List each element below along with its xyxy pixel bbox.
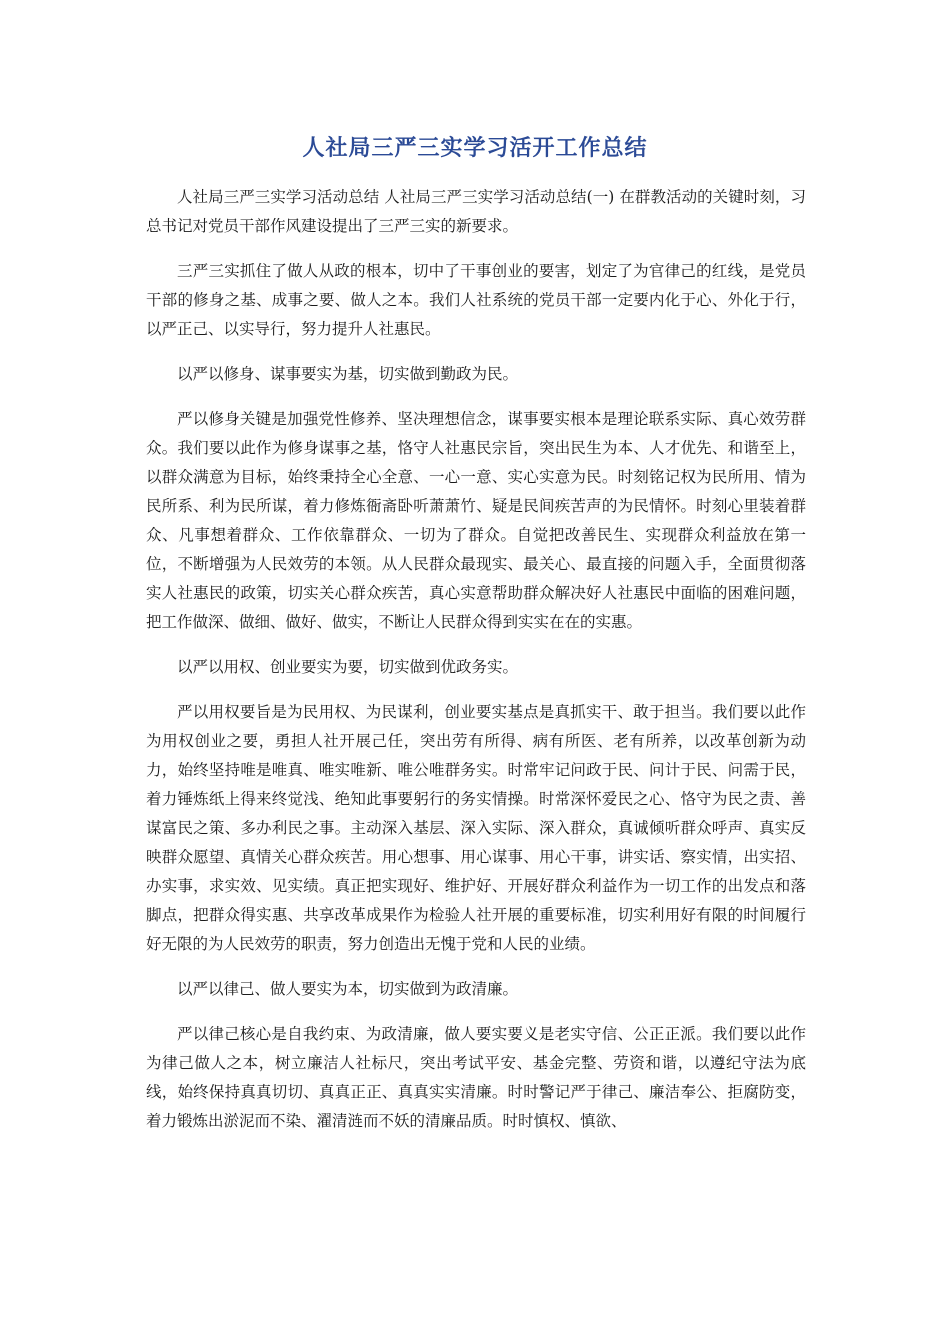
- section-heading-integrity: 以严以律己、做人要实为本，切实做到为政清廉。: [177, 980, 519, 998]
- section-heading-diligence: 以严以修身、谋事要实为基，切实做到勤政为民。: [177, 365, 519, 383]
- document-title: 人社局三严三实学习活开工作总结: [302, 136, 648, 161]
- paragraph-pragmatism: 严以用权要旨是为民用权、为民谋利，创业要实基点是真抓实干、敢于担当。我们要以此作为用权创业之要，勇担人社开展己任，突出劳有所得、病有所医、老有所养，以改革创新为动力，始终坚持唯是唯真、唯实唯新、唯公唯群务实。时常牢记问政于民、问计于民、问需于民，着力锤炼纸上得来终觉浅、绝知此事要躬行的务实情操。时常深怀爱民之心、恪守为民之责、善谋富民之策、多办利民之事。主动深入基层、深入实际、深入群众，真诚倾听群众呼声、真实反映群众愿望、真情关心群众疾苦。用心想事、用心谋事、用心干事，讲实话、察实情，出实招、办实事，求实效、见实绩。真正把实现好、维护好、开展好群众利益作为一切工作的出发点和落脚点，把群众得实惠、共享改革成果作为检验人社开展的重要标准，切实利用好有限的时间履行好无限的为人民效劳的职责，努力创造出无愧于党和人民的业绩。: [146, 703, 806, 953]
- paragraph-overview: 三严三实抓住了做人从政的根本，切中了干事创业的要害，划定了为官律己的红线，是党员干部的修身之基、成事之要、做人之本。我们人社系统的党员干部一定要内化于心、外化于行，以严正己、以实导行，努力提升人社惠民。: [146, 262, 806, 338]
- document-body: [146, 183, 806, 1152]
- section-heading-pragmatism: 以严以用权、创业要实为要，切实做到优政务实。: [177, 658, 519, 676]
- paragraph-intro: 人社局三严三实学习活动总结 人社局三严三实学习活动总结(一) 在群教活动的关键时刻，习总书记对党员干部作风建设提出了三严三实的新要求。: [146, 188, 806, 235]
- paragraph-integrity: 严以律己核心是自我约束、为政清廉，做人要实要义是老实守信、公正正派。我们要以此作为律己做人之本，树立廉洁人社标尺，突出考试平安、基金完整、劳资和谐，以遵纪守法为底线，始终保持真真切切、真真正正、真真实实清廉。时时警记严于律己、廉洁奉公、拒腐防变，着力锻炼出淤泥而不染、濯清涟而不妖的清廉品质。时时慎权、慎欲、: [146, 1025, 806, 1130]
- paragraph-diligence: 严以修身关键是加强党性修养、坚决理想信念，谋事要实根本是理论联系实际、真心效劳群众。我们要以此作为修身谋事之基，恪守人社惠民宗旨，突出民生为本、人才优先、和谐至上，以群众满意为目标，始终秉持全心全意、一心一意、实心实意为民。时刻铭记权为民所用、情为民所系、利为民所谋，着力修炼衙斋卧听萧萧竹、疑是民间疾苦声的为民情怀。时刻心里装着群众、凡事想着群众、工作依靠群众、一切为了群众。自觉把改善民生、实现群众利益放在第一位，不断增强为人民效劳的本领。从人民群众最现实、最关心、最直接的问题入手，全面贯彻落实人社惠民的政策，切实关心群众疾苦，真心实意帮助群众解决好人社惠民中面临的困难问题，把工作做深、做细、做好、做实，不断让人民群众得到实实在在的实惠。: [146, 410, 806, 631]
